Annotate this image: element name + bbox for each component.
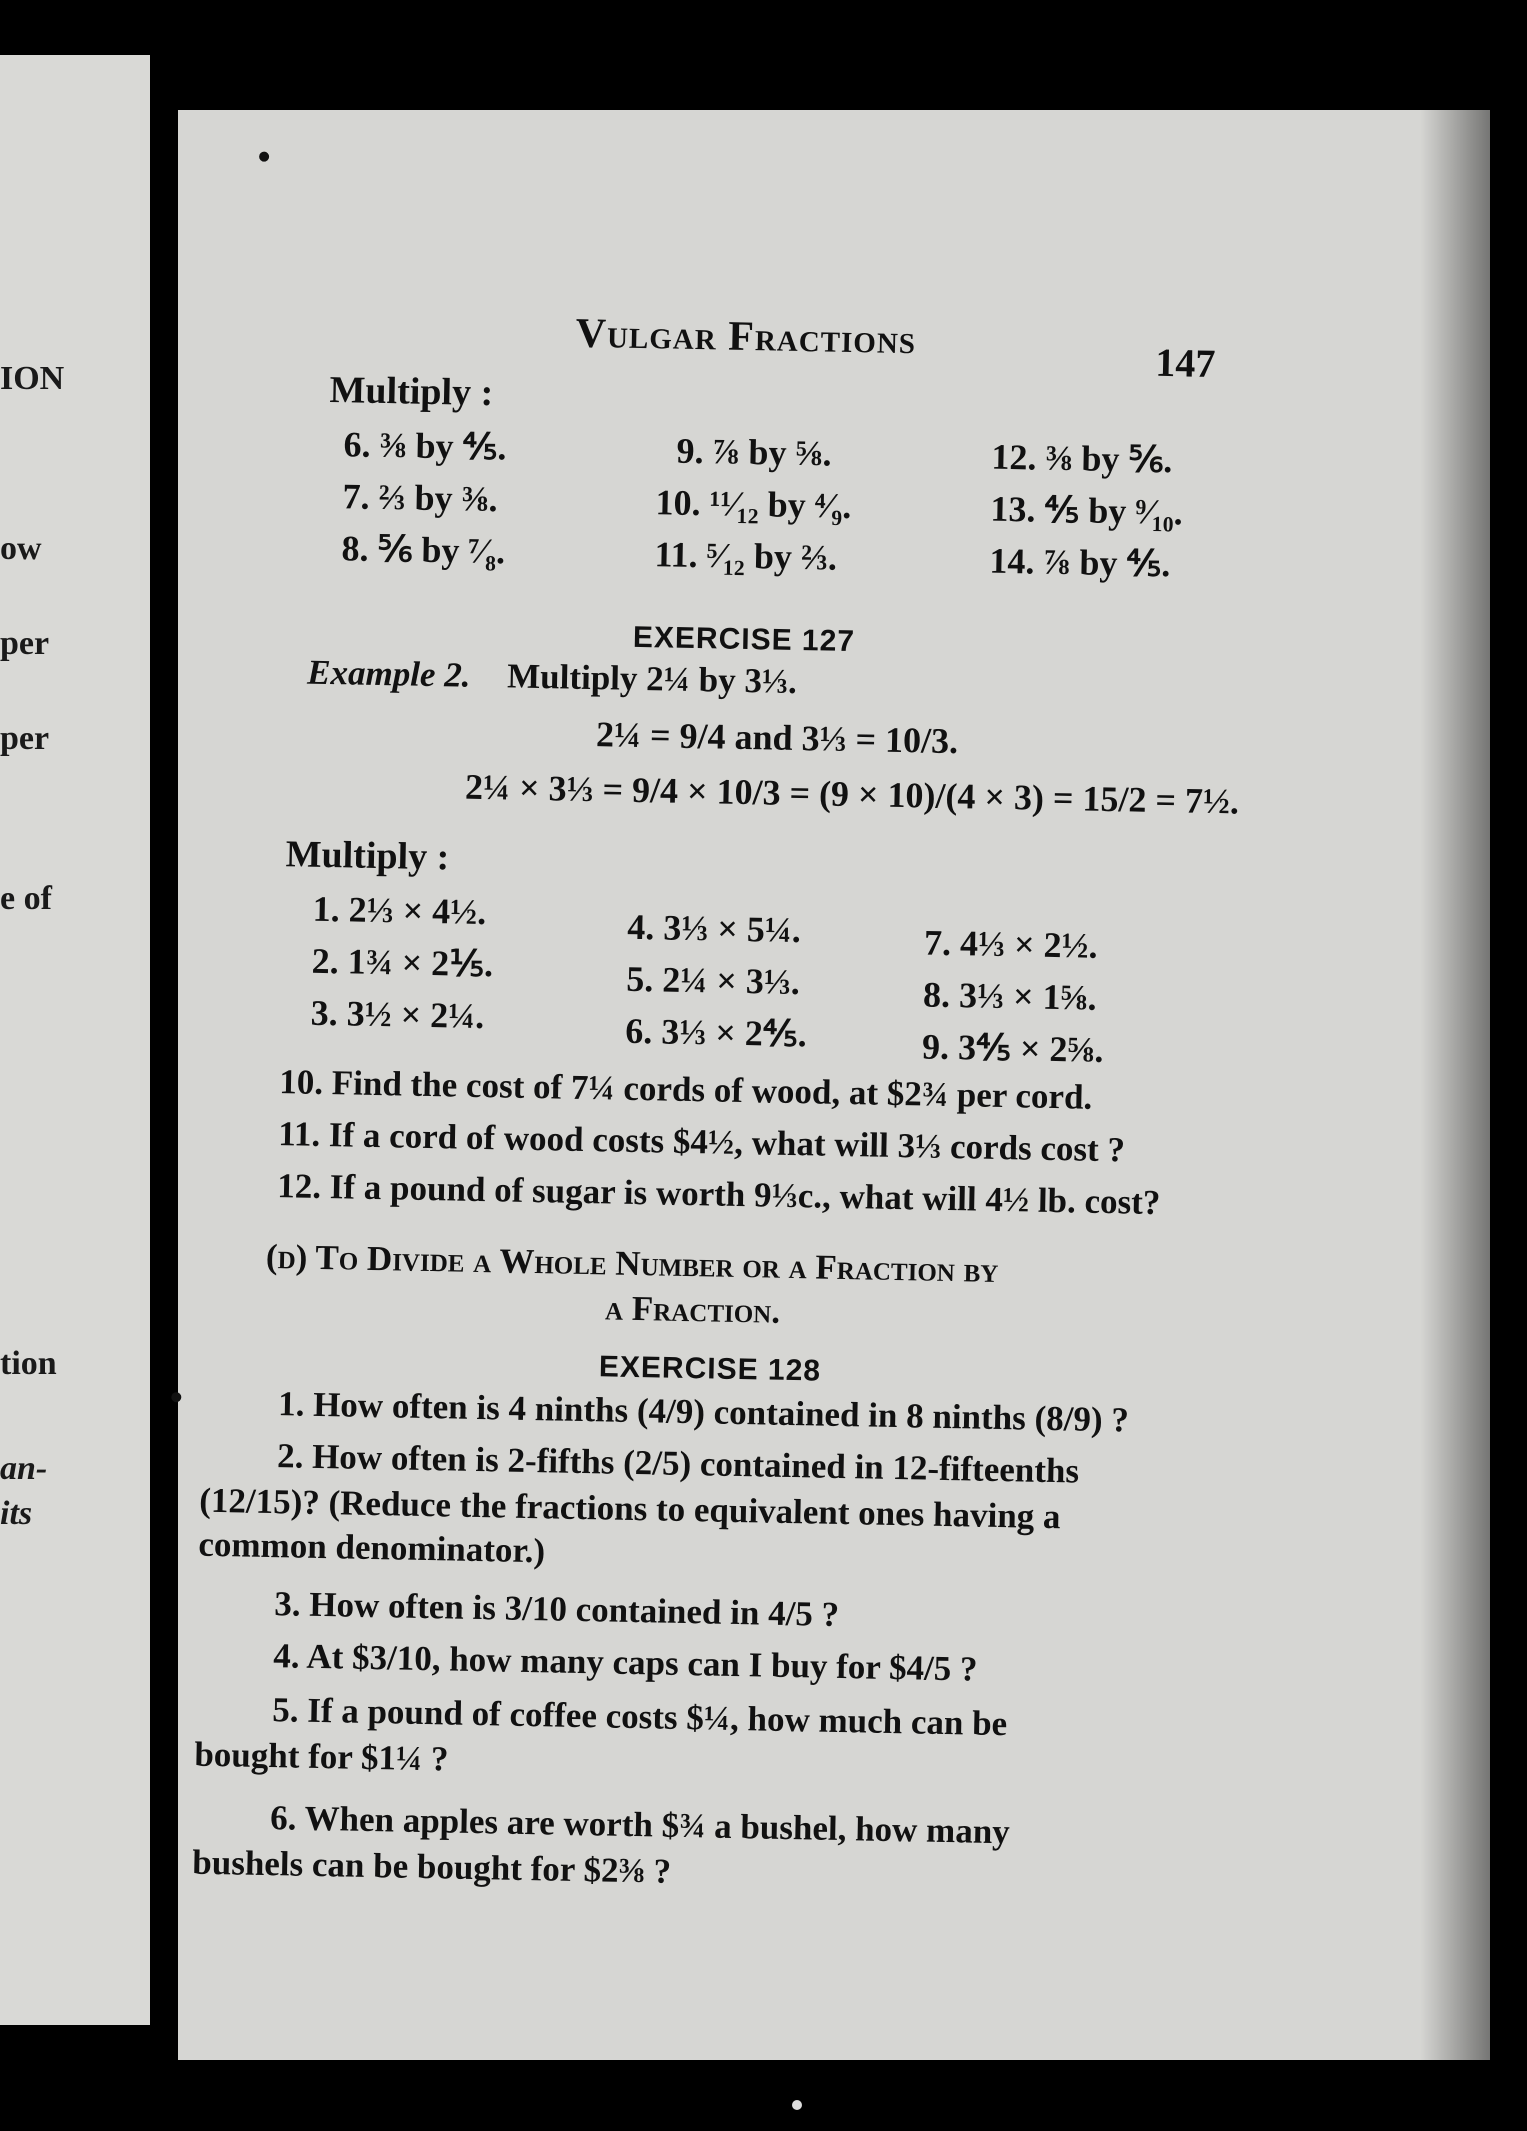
exercise-line: bought for $1¼ ? (194, 1734, 449, 1779)
problem-item: 4. 3⅓ × 5¼. (627, 906, 802, 951)
problem-item: 13. ⅘ by ⁹⁄₁₀. (990, 488, 1184, 533)
problem-item: 14. ⅞ by ⅘. (989, 540, 1171, 585)
left-fragment: ow (0, 530, 42, 567)
problem-item: 10. ¹¹⁄₁₂ by ⁴⁄₉. (655, 482, 852, 526)
left-page-fragment (0, 55, 150, 2025)
exercise-128-heading: EXERCISE 128 (598, 1350, 822, 1388)
exercise-line: 2. How often is 2-fifths (2/5) contained in 12-fifteenths (276, 1436, 1080, 1491)
left-fragment: an- (0, 1450, 48, 1487)
word-problem: 12. If a pound of sugar is worth 9⅓c., what will 4½ lb. cost? (276, 1166, 1161, 1223)
problem-item: 9. ⅞ by ⅝. (676, 430, 832, 474)
right-page (178, 110, 1490, 2060)
exercise-line: 1. How often is 4 ninths (4/9) contained in 8 ninths (8/9) ? (277, 1384, 1130, 1440)
problem-item: 11. ⁵⁄₁₂ by ⅔. (654, 534, 838, 578)
example-line: 2¼ = 9/4 and 3⅓ = 10/3. (595, 714, 959, 762)
problem-item: 6. 3⅓ × 2⅘. (625, 1010, 808, 1055)
left-fragment: per (0, 720, 50, 757)
multiply-label: Multiply : (285, 833, 450, 879)
problem-item: 9. 3⅘ × 2⅝. (921, 1026, 1104, 1070)
example-text: Multiply 2¼ by 3⅓. (506, 656, 798, 701)
problem-item: 8. ⅚ by ⁷⁄₈. (341, 528, 506, 572)
exercise-line: 4. At $3/10, how many caps can I buy for $4/5 ? (272, 1636, 978, 1689)
exercise-line: bushels can be bought for $2⅜ ? (191, 1842, 672, 1891)
word-problem: 10. Find the cost of 7¼ cords of wood, at $2¾ per cord. (278, 1062, 1093, 1117)
problem-item: 2. 1¾ × 2⅕. (311, 940, 494, 985)
left-fragment: tion (0, 1345, 57, 1382)
problem-item: 12. ⅜ by ⅚. (991, 436, 1173, 481)
problem-item: 3. 3½ × 2¼. (310, 992, 485, 1037)
exercise-line: 3. How often is 3/10 contained in 4/5 ? (273, 1584, 840, 1634)
speck (171, 1392, 181, 1402)
exercise-127-heading: EXERCISE 127 (632, 620, 856, 659)
problem-item: 7. ⅔ by ⅜. (342, 476, 499, 520)
problem-item: 1. 2⅓ × 4½. (312, 888, 487, 933)
speck (259, 152, 269, 162)
left-fragment: its (0, 1495, 33, 1532)
exercise-line: 5. If a pound of coffee costs $¼, how much can be (271, 1690, 1008, 1744)
example-line: 2¼ × 3⅓ = 9/4 × 10/3 = (9 × 10)/(4 × 3) = 15/2 = 7½. (464, 766, 1240, 822)
left-fragment: per (0, 625, 50, 662)
problem-item: 6. ⅜ by ⅘. (343, 424, 507, 468)
problem-item: 5. 2¼ × 3⅓. (626, 958, 801, 1003)
multiply-label: Multiply : (329, 368, 494, 415)
left-fragment: e of (0, 880, 52, 917)
word-problem: 11. If a cord of wood costs $4½, what will 3⅓ cords cost ? (277, 1114, 1126, 1170)
speck (792, 2100, 802, 2110)
problem-item: 7. 4⅓ × 2½. (923, 922, 1099, 966)
exercise-line: common denominator.) (198, 1524, 546, 1571)
page-number: 147 (1154, 339, 1216, 386)
exercise-line: (12/15)? (Reduce the fractions to equivalent ones having a (198, 1480, 1061, 1537)
problem-item: 8. 3⅓ × 1⅝. (922, 974, 1098, 1018)
example-label: Example 2. (306, 652, 471, 695)
left-fragment: ION (0, 360, 65, 397)
exercise-line: 6. When apples are worth $¾ a bushel, how many (269, 1798, 1011, 1852)
section-d-heading: a Fraction. (604, 1288, 781, 1331)
running-header: Vulgar Fractions (575, 310, 917, 364)
page-content (141, 110, 1490, 2085)
section-d-heading: (d) To Divide a Whole Number or a Fraction by (265, 1236, 999, 1290)
